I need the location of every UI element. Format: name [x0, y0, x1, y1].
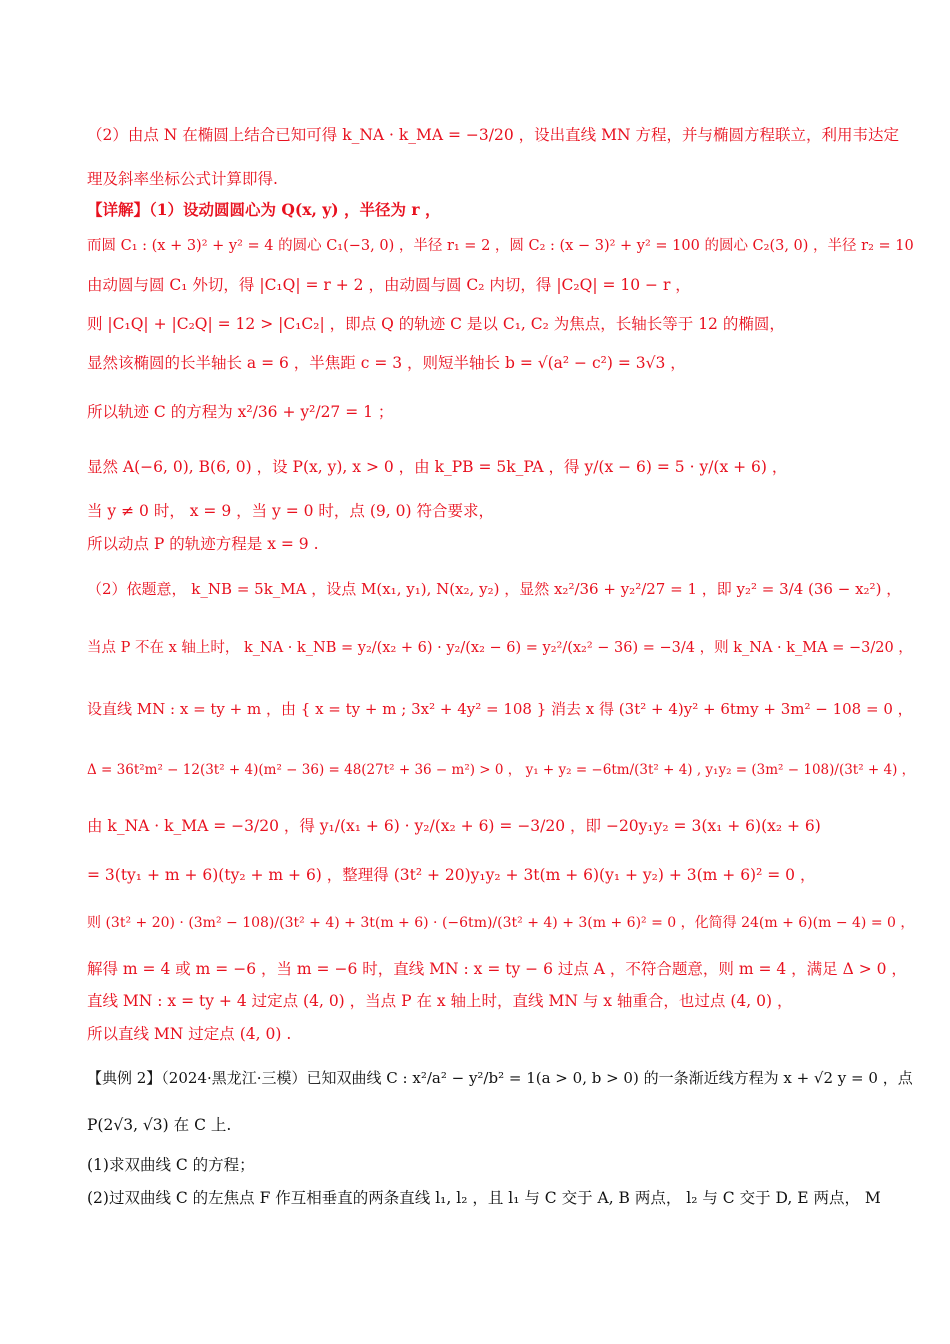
example-2-heading: 【典例 2】（2024·黑龙江·三模）已知双曲线 C : x²/a² − y²/b² = 1(a > 0, b > 0) 的一条渐近线方程为 x + √2 y = 0 ，点	[87, 1069, 913, 1087]
text-line: 而圆 C₁ : (x + 3)² + y² = 4 的圆心 C₁(−3, 0) ，半径 r₁ = 2 ，圆 C₂ : (x − 3)² + y² = 100 的圆心 C₂(3, 0) ，半径 r₂ = 10	[87, 238, 914, 254]
text-line: 当点 P 不在 x 轴上时， k_NA · k_NB = y₂/(x₂ + 6) · y₂/(x₂ − 6) = y₂²/(x₂² − 36) = −3/4 ，则 k_NA · k_MA = −3/20 ，	[87, 640, 913, 656]
text-line: （2）依题意， k_NB = 5k_MA ，设点 M(x₁, y₁), N(x₂, y₂) ，显然 x₂²/36 + y₂²/27 = 1 ，即 y₂² = 3/4 (36 − x₂²) ，	[87, 580, 902, 598]
text-line: 解得 m = 4 或 m = −6 ，当 m = −6 时，直线 MN : x = ty − 6 过点 A ，不符合题意，则 m = 4 ，满足 Δ > 0 ，	[87, 960, 907, 978]
text-line: 则 |C₁Q| + |C₂Q| = 12 > |C₁C₂| ，即点 Q 的轨迹 C 是以 C₁, C₂ 为焦点，长轴长等于 12 的椭圆，	[87, 315, 785, 333]
text-line: 当 y ≠ 0 时， x = 9 ，当 y = 0 时，点 (9, 0) 符合要求，	[87, 502, 494, 520]
text-line: 所以轨迹 C 的方程为 x²/36 + y²/27 = 1 ；	[87, 403, 394, 421]
text-line: （2）由点 N 在椭圆上结合已知可得 k_NA · k_MA = −3/20 ，设出直线 MN 方程，并与椭圆方程联立，利用韦达定	[87, 126, 899, 144]
text-line: 直线 MN : x = ty + 4 过定点 (4, 0) ，当点 P 在 x 轴上时，直线 MN 与 x 轴重合，也过点 (4, 0) ，	[87, 992, 793, 1010]
text-line: 显然该椭圆的长半轴长 a = 6 ，半焦距 c = 3 ，则短半轴长 b = √(a² − c²) = 3√3 ，	[87, 354, 686, 372]
text-line: Δ = 36t²m² − 12(3t² + 4)(m² − 36) = 48(27t² + 36 − m²) > 0 ， y₁ + y₂ = −6tm/(3t² + 4) , y₁y₂ = (3m² − 108)/(3t² + 4) ，	[87, 762, 916, 778]
text-line: 所以直线 MN 过定点 (4, 0) .	[87, 1025, 292, 1043]
text-line: 理及斜率坐标公式计算即得.	[87, 170, 278, 188]
question-2: (2)过双曲线 C 的左焦点 F 作互相垂直的两条直线 l₁, l₂ ，且 l₁ 与 C 交于 A, B 两点， l₂ 与 C 交于 D, E 两点， M	[87, 1189, 881, 1207]
text-line: 由 k_NA · k_MA = −3/20 ，得 y₁/(x₁ + 6) · y₂/(x₂ + 6) = −3/20 ，即 −20y₁y₂ = 3(x₁ + 6)(x₂ + 6)	[87, 817, 821, 835]
text-line: 显然 A(−6, 0), B(6, 0) ，设 P(x, y), x > 0 ，由 k_PB = 5k_PA ，得 y/(x − 6) = 5 · y/(x + 6) ，	[87, 458, 788, 476]
text-line: 则 (3t² + 20) · (3m² − 108)/(3t² + 4) + 3t(m + 6) · (−6tm)/(3t² + 4) + 3(m + 6)² = 0 ，化简得 24(m + 6)(m − 4) = 0 ，	[87, 915, 915, 931]
text-line: P(2√3, √3) 在 C 上.	[87, 1116, 232, 1134]
text-line: 设直线 MN : x = ty + m ，由 { x = ty + m ; 3x² + 4y² = 108 } 消去 x 得 (3t² + 4)y² + 6tmy + 3m² − 108 = 0 ，	[87, 700, 913, 718]
solution-heading-line: 【详解】（1）设动圆圆心为 Q(x, y) ，半径为 r ，	[87, 200, 441, 219]
text-line: 由动圆与圆 C₁ 外切，得 |C₁Q| = r + 2 ，由动圆与圆 C₂ 内切，得 |C₂Q| = 10 − r ，	[87, 276, 691, 294]
text-line: 所以动点 P 的轨迹方程是 x = 9 .	[87, 535, 319, 553]
question-1: (1)求双曲线 C 的方程；	[87, 1156, 255, 1174]
text-line: = 3(ty₁ + m + 6)(ty₂ + m + 6) ，整理得 (3t² + 20)y₁y₂ + 3t(m + 6)(y₁ + y₂) + 3(m + 6)² = 0 ，	[87, 866, 816, 884]
